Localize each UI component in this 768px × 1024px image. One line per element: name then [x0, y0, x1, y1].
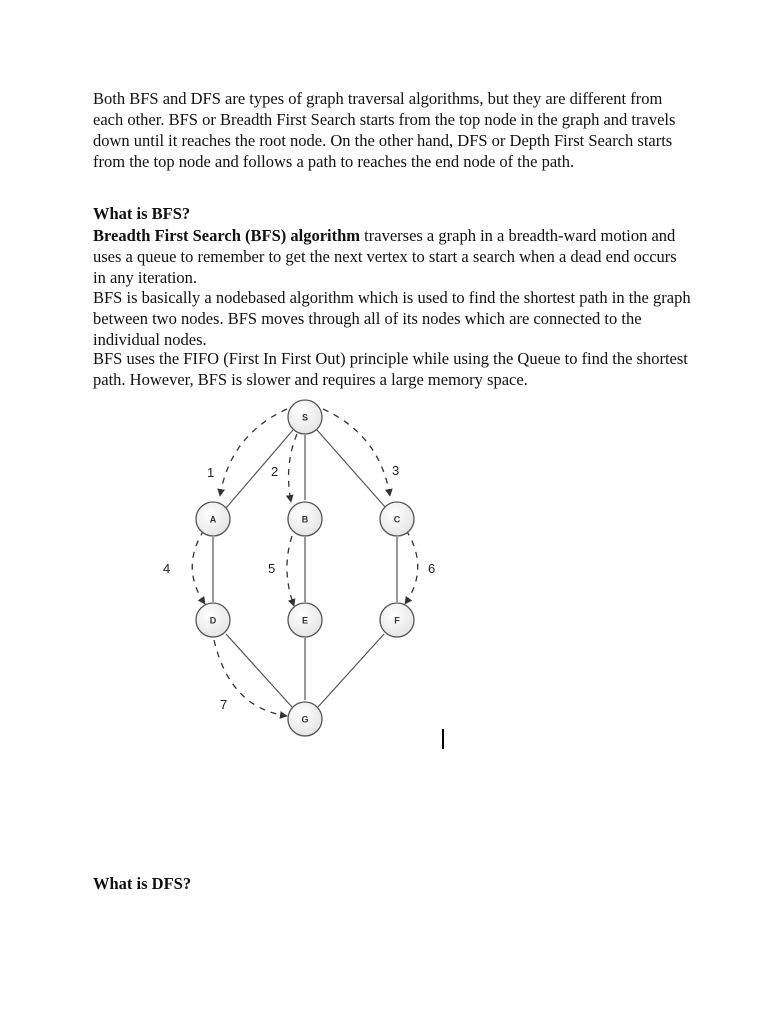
node-d-label: D [209, 615, 217, 626]
dfs-heading: What is DFS? [93, 874, 192, 893]
arrow-2 [289, 434, 297, 502]
node-f-label: F [394, 615, 400, 626]
node-s [288, 400, 322, 434]
node-c [380, 502, 414, 536]
bfs-paragraph-2: BFS is basically a nodebased algorithm which is used to find the shortest path in the graph between two nodes. BFS moves through all of its nodes which are connected to the individual nodes. [93, 288, 691, 349]
bfs-graph-diagram [150, 390, 450, 750]
edge-label-1: 1 [207, 465, 215, 480]
edge-label-5: 5 [268, 561, 276, 576]
node-s-label: S [301, 412, 309, 423]
bfs-paragraph-3: BFS uses the FIFO (First In First Out) principle while using the Queue to find the shortest path. However, BFS is slower and requires a large memory space. [93, 349, 688, 389]
edge-d-g [226, 634, 292, 707]
node-b-label: B [301, 514, 309, 525]
node-b [288, 502, 322, 536]
node-d [196, 603, 230, 637]
node-a-label: A [209, 514, 217, 525]
edge-label-4: 4 [163, 561, 171, 576]
text-cursor [442, 729, 444, 749]
edge-label-6: 6 [428, 561, 436, 576]
bfs-paragraph-1-rest: traverses a graph in a breadth-ward motion and uses a queue to remember to get the next vertex to start a search when a dead end occurs in any iteration. [93, 226, 677, 287]
edge-labels [163, 463, 435, 712]
edge-label-3: 3 [392, 463, 400, 478]
graph-edges [213, 430, 400, 707]
node-g [288, 702, 322, 736]
node-e [288, 603, 322, 637]
intro-paragraph: Both BFS and DFS are types of graph traversal algorithms, but they are different from each other. BFS or Breadth First Search starts from the top node in the graph and travels down until it reaches the root node. On the other hand, DFS or Depth First Search starts from the top node and follows a path to reaches the end node of the path. [93, 89, 676, 171]
arrow-5 [287, 536, 294, 606]
node-g-label: G [301, 714, 309, 725]
node-f [380, 603, 414, 637]
edge-s-a [226, 430, 293, 508]
arrow-6 [405, 530, 418, 604]
arrow-1 [220, 409, 287, 496]
edge-f-g [318, 634, 384, 707]
edge-s-c [317, 430, 386, 508]
bfs-paragraph-1-bold: Breadth First Search (BFS) algorithm [93, 226, 361, 245]
edge-label-2: 2 [271, 464, 279, 479]
node-a [196, 502, 230, 536]
arrow-3 [323, 409, 390, 496]
arrow-4 [192, 530, 205, 604]
bfs-heading: What is BFS? [93, 204, 191, 223]
bfs-paragraph-1 [93, 225, 693, 288]
edge-label-7: 7 [220, 697, 228, 712]
node-c-label: C [393, 514, 401, 525]
node-e-label: E [301, 615, 309, 626]
